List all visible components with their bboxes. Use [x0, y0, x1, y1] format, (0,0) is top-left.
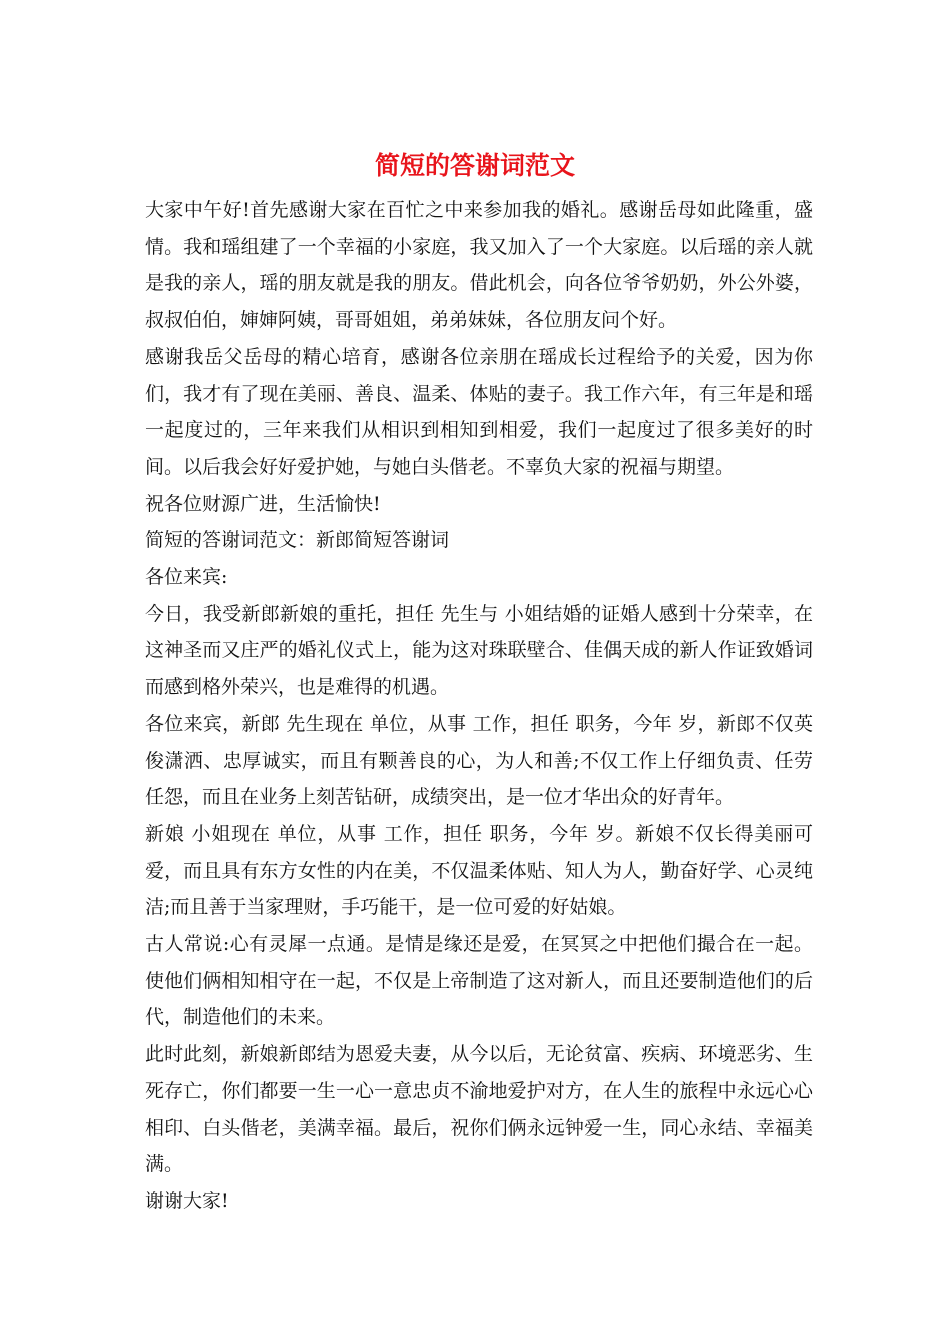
paragraph: 谢谢大家!	[145, 1189, 229, 1212]
paragraph: 各位来宾，新郎 先生现在 单位，从事 工作，担任 职务，今年 岁，新郎不仅英俊潇洒、忠厚诚实，而且有颗善良的心，为人和善;不仅工作上仔细负责、任劳任怨，而且在业务上刻苦钻研，成绩突出，是一位才华出众的好青年。	[145, 712, 813, 809]
paragraph: 新娘 小姐现在 单位，从事 工作，担任 职务，今年 岁。新娘不仅长得美丽可爱，而且具有东方女性的内在美，不仅温柔体贴、知人为人，勤奋好学、心灵纯洁;而且善于当家理财，手巧能干，是一位可爱的好姑娘。	[145, 822, 813, 919]
paragraph: 各位来宾:	[145, 566, 228, 589]
document-title: 简短的答谢词范文	[374, 151, 575, 180]
paragraph: 感谢我岳父岳母的精心培育，感谢各位亲朋在瑶成长过程给予的关爱，因为你们，我才有了现在美丽、善良、温柔、体贴的妻子。我工作六年，有三年是和瑶一起度过的，三年来我们从相识到相知到相爱，我们一起度过了很多美好的时间。以后我会好好爱护她，与她白头偕老。不辜负大家的祝福与期望。	[145, 345, 813, 478]
paragraph: 古人常说:心有灵犀一点通。是情是缘还是爱，在冥冥之中把他们撮合在一起。使他们俩相知相守在一起，不仅是上帝制造了这对新人，而且还要制造他们的后代，制造他们的未来。	[145, 933, 813, 1029]
paragraph: 此时此刻，新娘新郎结为恩爱夫妻，从今以后，无论贫富、疾病、环境恶劣、生死存亡，你们都要一生一心一意忠贞不渝地爱护对方，在人生的旅程中永远心心相印、白头偕老，美满幸福。最后，祝你们俩永远钟爱一生，同心永结、幸福美满。	[145, 1043, 813, 1176]
document-body	[145, 192, 813, 1220]
paragraph: 大家中午好!首先感谢大家在百忙之中来参加我的婚礼。感谢岳母如此隆重，盛情。我和瑶组建了一个幸福的小家庭，我又加入了一个大家庭。以后瑶的亲人就是我的亲人，瑶的朋友就是我的朋友。借此机会，向各位爷爷奶奶，外公外婆，叔叔伯伯，婶婶阿姨，哥哥姐姐，弟弟妹妹，各位朋友问个好。	[145, 199, 813, 332]
paragraph: 简短的答谢词范文：新郎简短答谢词	[145, 529, 450, 552]
paragraph: 祝各位财源广进，生活愉快!	[145, 492, 381, 515]
paragraph: 今日，我受新郎新娘的重托，担任 先生与 小姐结婚的证婚人感到十分荣幸，在这神圣而又庄严的婚礼仪式上，能为这对珠联壁合、佳偶天成的新人作证致婚词而感到格外荣兴，也是难得的机遇。	[145, 602, 813, 699]
